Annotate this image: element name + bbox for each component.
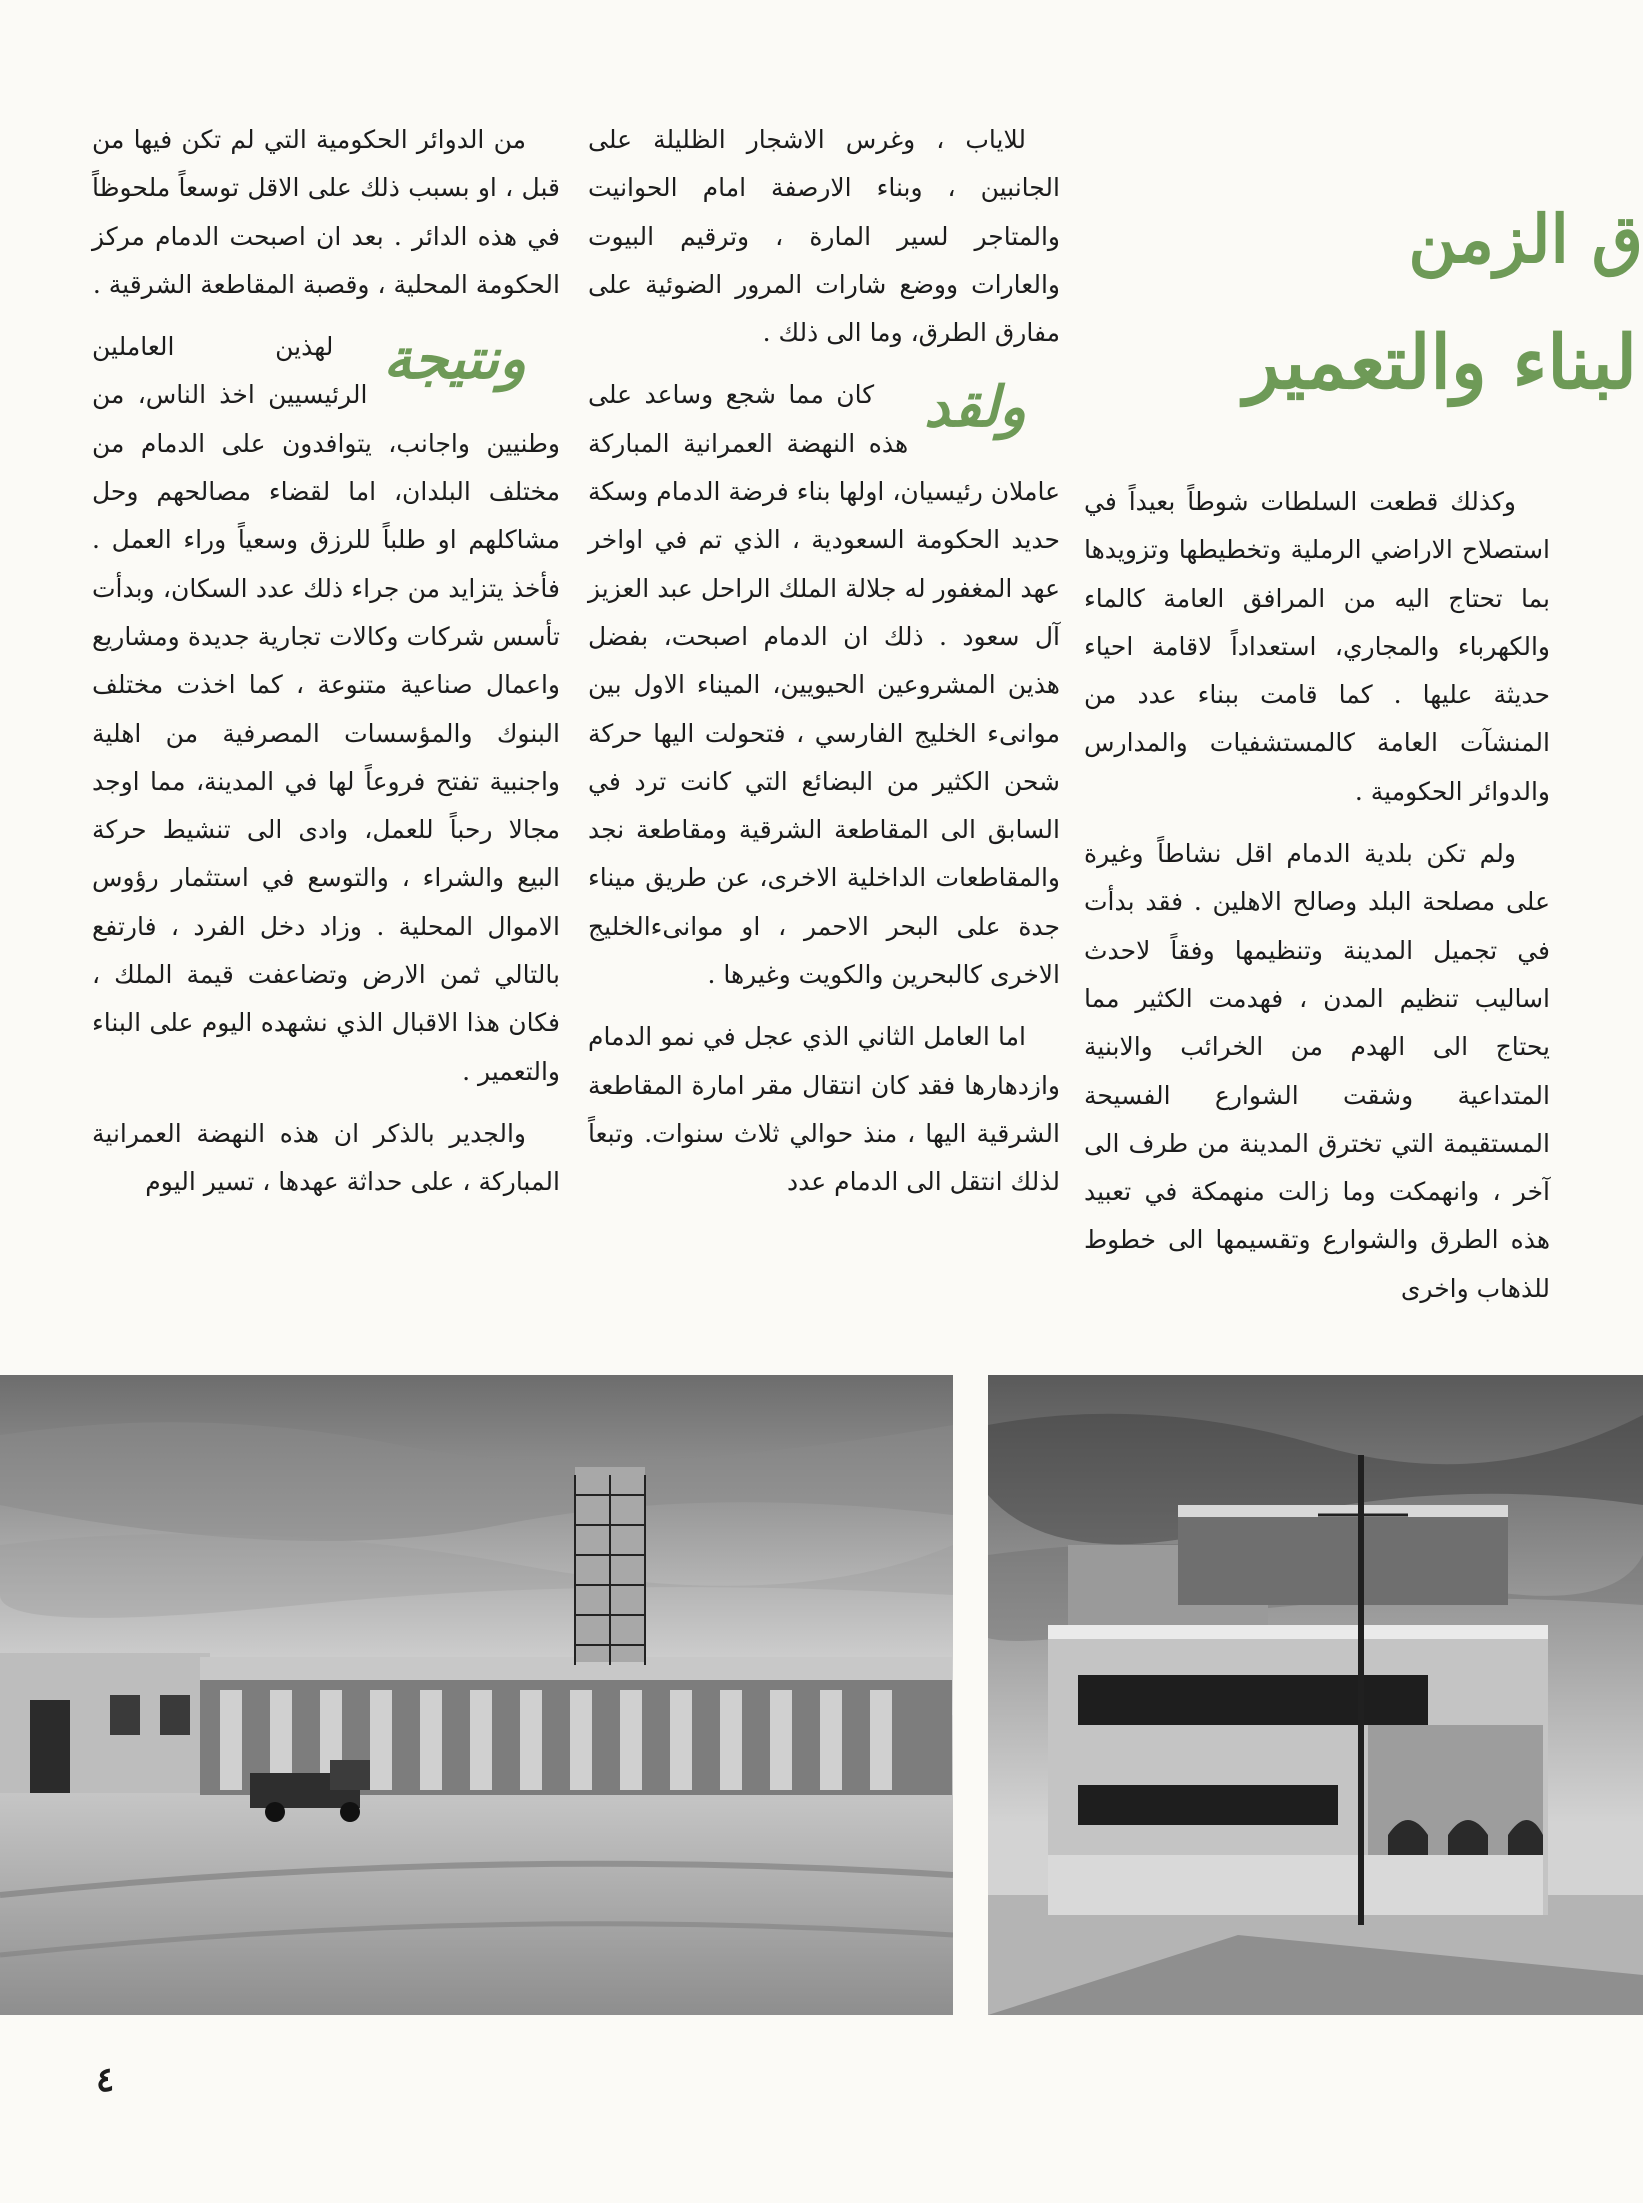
page-number: ٤ bbox=[96, 2060, 115, 2100]
paragraph: للاياب ، وغرس الاشجار الظليلة على الجانبين ، وبناء الارصفة امام الحوانيت والمتاجر لسير المارة ، وترقيم البيوت والعارات ووضع شارات المرور الضوئية على مفارق الطرق، وما الى ذلك . bbox=[588, 125, 1060, 348]
drop-word: ونتيجة bbox=[383, 326, 526, 393]
article-column-right bbox=[1084, 478, 1550, 1313]
photo-modern-building bbox=[988, 1375, 1643, 2015]
paragraph-text: لهذين العاملين الرئيسيين اخذ الناس، من وطنيين واجانب، يتوافدون على الدمام من مختلف البلدان، اما لقضاء مصالحهم وحل مشاكلهم او طلباً للرزق وسعياً وراء العمل . فأخذ يتزايد من جراء ذلك عدد السكان، وبدأت تأسس شركات وكالات تجارية جديدة ومشاريع واعمال صناعية متنوعة ، كما اخذت مختلف البنوك والمؤسسات المصرفية من اهلية واجنبية تفتح فروعاً لها في المدينة، مما اوجد مجالا رحباً للعمل، وادى الى تنشيط حركة البيع والشراء ، والتوسع في استثمار رؤوس الاموال المحلية . وزاد دخل الفرد ، فارتفع بالتالي ثمن الارض وتضاعفت قيمة الملك ، فكان هذا الاقبال الذي نشهده اليوم على البناء والتعمير . bbox=[92, 332, 560, 1086]
photo-mosque-construction bbox=[0, 1375, 953, 2015]
headline-line2: لبناء والتعمير bbox=[1243, 320, 1637, 406]
paragraph: وكذلك قطعت السلطات شوطاً بعيداً في استصلاح الاراضي الرملية وتخطيطها وتزويدها بما تحتاج اليه من المرافق العامة كالماء والكهرباء والمجاري، استعداداً لاقامة احياء حديثة عليها . كما قامت ببناء عدد من المنشآت العامة كالمستشفيات والمدارس والدوائر الحكومية . bbox=[1084, 487, 1550, 806]
paragraph: ولم تكن بلدية الدمام اقل نشاطاً وغيرة على مصلحة البلد وصالح الاهلين . فقد بدأت في تجميل المدينة وتنظيمها وفقاً لاحدث اساليب تنظيم المدن ، فهدمت الكثير مما يحتاج الى الهدم من الخرائب والابنية المتداعية وشقت الشوارع الفسيحة المستقيمة التي تخترق المدينة من طرف الى آخر ، وانهمكت وما زالت منهمكة في تعبيد هذه الطرق والشوارع وتقسيمها الى خطوط للذهاب واخرى bbox=[1084, 839, 1550, 1303]
headline-line1: ق الزمن bbox=[1408, 200, 1643, 278]
article-column-middle bbox=[588, 116, 1060, 1207]
paragraph: والجدير بالذكر ان هذه النهضة العمرانية المباركة ، على حداثة عهدها ، تسير اليوم bbox=[92, 1118, 560, 1197]
paragraph: اما العامل الثاني الذي عجل في نمو الدمام وازدهارها فقد كان انتقال مقر امارة المقاطعة الشرقية اليها ، منذ حوالي ثلاث سنوات. وتبعاً لذلك انتقل الى الدمام عدد bbox=[588, 1022, 1060, 1197]
paragraph-with-dropcap bbox=[92, 323, 560, 1096]
article-column-left bbox=[92, 116, 560, 1207]
paragraph-with-dropcap bbox=[588, 371, 1060, 999]
drop-word: ولقد bbox=[924, 374, 1026, 441]
paragraph: من الدوائر الحكومية التي لم تكن فيها من قبل ، او بسبب ذلك على الاقل توسعاً ملحوظاً في هذه الدائر . بعد ان اصبحت الدمام مركز الحكومة المحلية ، وقصبة المقاطعة الشرقية . bbox=[92, 125, 560, 299]
paragraph-text: كان مما شجع وساعد على هذه النهضة العمرانية المباركة عاملان رئيسيان، اولها بناء فرضة الدمام وسكة حديد الحكومة السعودية ، الذي تم في اواخر عهد المغفور له جلالة الملك الراحل عبد العزيز آل سعود . ذلك ان الدمام اصبحت، بفضل هذين المشروعين الحيويين، الميناء الاول بين موانىء الخليج الفارسي ، فتحولت اليها حركة شحن الكثير من البضائع التي كانت ترد في السابق الى المقاطعة الشرقية ومقاطعة نجد والمقاطعات الداخلية الاخرى، عن طريق ميناء جدة على البحر الاحمر ، او موانىءالخليج الاخرى كالبحرين والكويت وغيرها . bbox=[588, 380, 1060, 990]
